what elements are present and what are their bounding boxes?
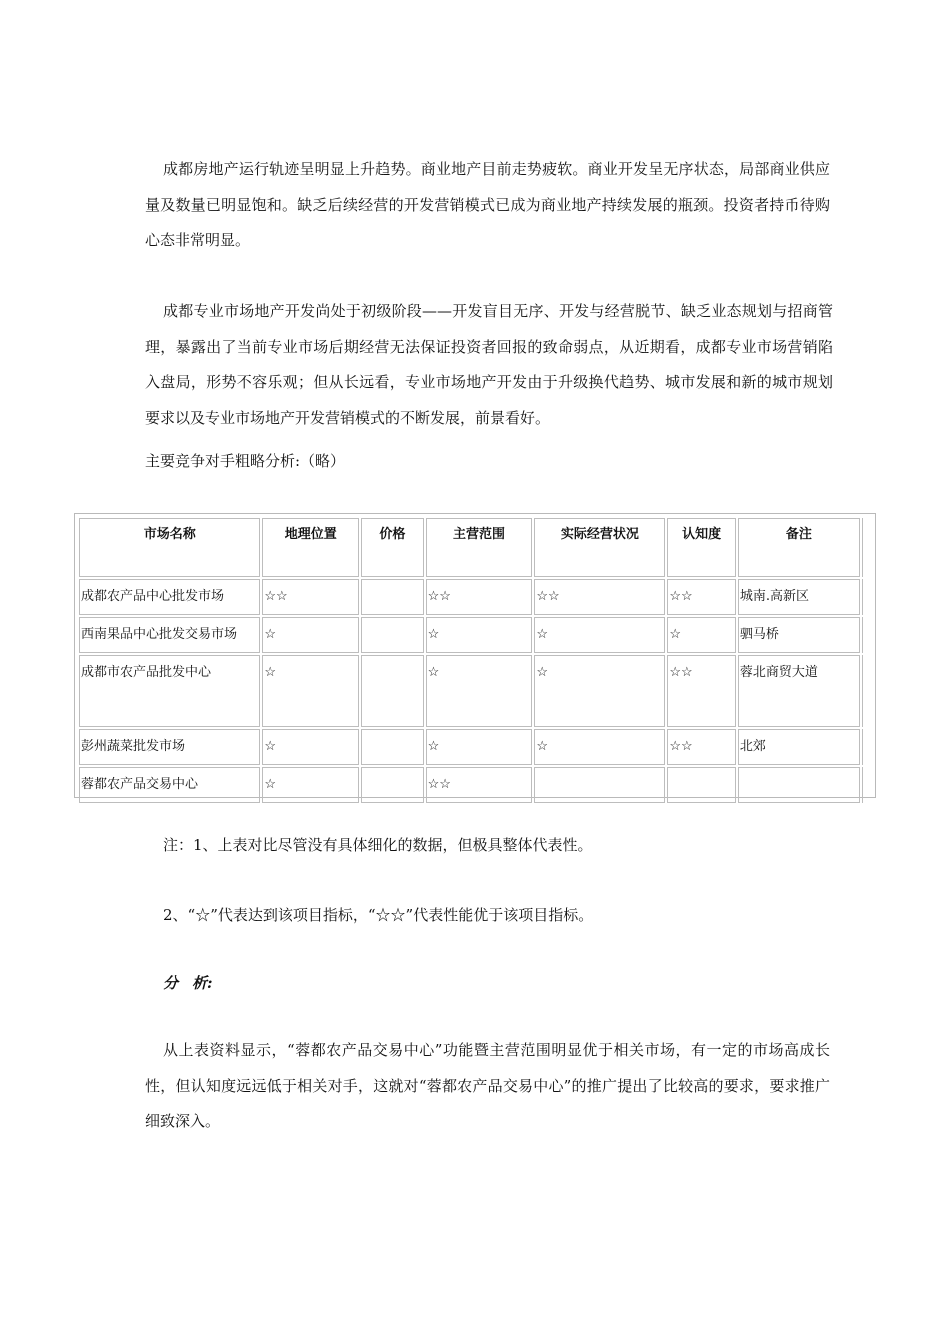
cell-scope: ☆	[426, 617, 533, 653]
cell-price	[361, 767, 423, 803]
cell-recognition: ☆☆	[667, 729, 736, 765]
cell-name: 成都市农产品批发中心	[79, 655, 260, 727]
cell-status: ☆☆	[534, 579, 665, 615]
cell-location: ☆	[262, 655, 359, 727]
cell-scope: ☆☆	[426, 767, 533, 803]
header-price: 价格	[361, 518, 423, 577]
table-header-row	[79, 518, 870, 577]
header-location: 地理位置	[262, 518, 359, 577]
cell-status: ☆	[534, 655, 665, 727]
cell-price	[361, 729, 423, 765]
header-recognition: 认知度	[667, 518, 736, 577]
cell-location: ☆☆	[262, 579, 359, 615]
note-2: 2、“☆”代表达到该项目指标，“☆☆”代表性能优于该项目指标。	[163, 906, 594, 924]
cell-status: ☆	[534, 617, 665, 653]
cell-price	[361, 579, 423, 615]
cell-recognition: ☆	[667, 617, 736, 653]
cell-spacer	[862, 655, 870, 727]
cell-location: ☆	[262, 729, 359, 765]
cell-spacer	[862, 617, 870, 653]
cell-remark: 城南.高新区	[738, 579, 860, 615]
cell-recognition: ☆☆	[667, 655, 736, 727]
cell-spacer	[862, 729, 870, 765]
header-remark: 备注	[738, 518, 860, 577]
note-1: 注：1、上表对比尽管没有具体细化的数据，但极具整体代表性。	[163, 836, 593, 854]
cell-name: 彭州蔬菜批发市场	[79, 729, 260, 765]
cell-spacer	[862, 579, 870, 615]
cell-remark: 北郊	[738, 729, 860, 765]
cell-remark: 蓉北商贸大道	[738, 655, 860, 727]
competitor-analysis-line: 主要竞争对手粗略分析:（略）	[145, 452, 346, 470]
competitor-table	[74, 513, 876, 798]
table-row	[79, 579, 870, 615]
table-row	[79, 617, 870, 653]
header-status: 实际经营状况	[534, 518, 665, 577]
paragraph-professional-market: 成都专业市场地产开发尚处于初级阶段——开发盲目无序、开发与经营脱节、缺乏业态规划与招商管理，暴露出了当前专业市场后期经营无法保证投资者回报的致命弱点，从近期看，成都专业市场营销陷入盘局，形势不容乐观；但从长远看，专业市场地产开发由于升级换代趋势、城市发展和新的城市规划要求以及专业市场地产开发营销模式的不断发展，前景看好。	[145, 302, 833, 427]
table-row	[79, 729, 870, 765]
cell-price	[361, 655, 423, 727]
cell-spacer	[862, 767, 870, 803]
analysis-heading	[163, 971, 213, 995]
cell-scope: ☆	[426, 729, 533, 765]
header-scope: 主营范围	[426, 518, 533, 577]
cell-recognition: ☆☆	[667, 579, 736, 615]
header-spacer	[862, 518, 870, 577]
cell-recognition	[667, 767, 736, 803]
cell-status: ☆	[534, 729, 665, 765]
cell-location: ☆	[262, 617, 359, 653]
cell-scope: ☆☆	[426, 579, 533, 615]
table-row	[79, 767, 870, 803]
paragraph-market-trend: 成都房地产运行轨迹呈明显上升趋势。商业地产目前走势疲软。商业开发呈无序状态，局部商业供应量及数量已明显饱和。缺乏后续经营的开发营销模式已成为商业地产持续发展的瓶颈。投资者持币待购心态非常明显。	[145, 160, 830, 249]
cell-remark: 驷马桥	[738, 617, 860, 653]
analysis-heading-part2: 析:	[192, 974, 213, 992]
cell-location: ☆	[262, 767, 359, 803]
cell-name: 西南果品中心批发交易市场	[79, 617, 260, 653]
cell-status	[534, 767, 665, 803]
paragraph-analysis: 从上表资料显示，“蓉都农产品交易中心”功能暨主营范围明显优于相关市场，有一定的市场高成长性，但认知度远远低于相关对手，这就对“蓉都农产品交易中心”的推广提出了比较高的要求，要求推广细致深入。	[145, 1041, 830, 1130]
cell-remark	[738, 767, 860, 803]
analysis-heading-part1: 分	[163, 974, 179, 992]
cell-name: 成都农产品中心批发市场	[79, 579, 260, 615]
cell-price	[361, 617, 423, 653]
table-row	[79, 655, 870, 727]
cell-scope: ☆	[426, 655, 533, 727]
cell-name: 蓉都农产品交易中心	[79, 767, 260, 803]
header-market-name: 市场名称	[79, 518, 260, 577]
